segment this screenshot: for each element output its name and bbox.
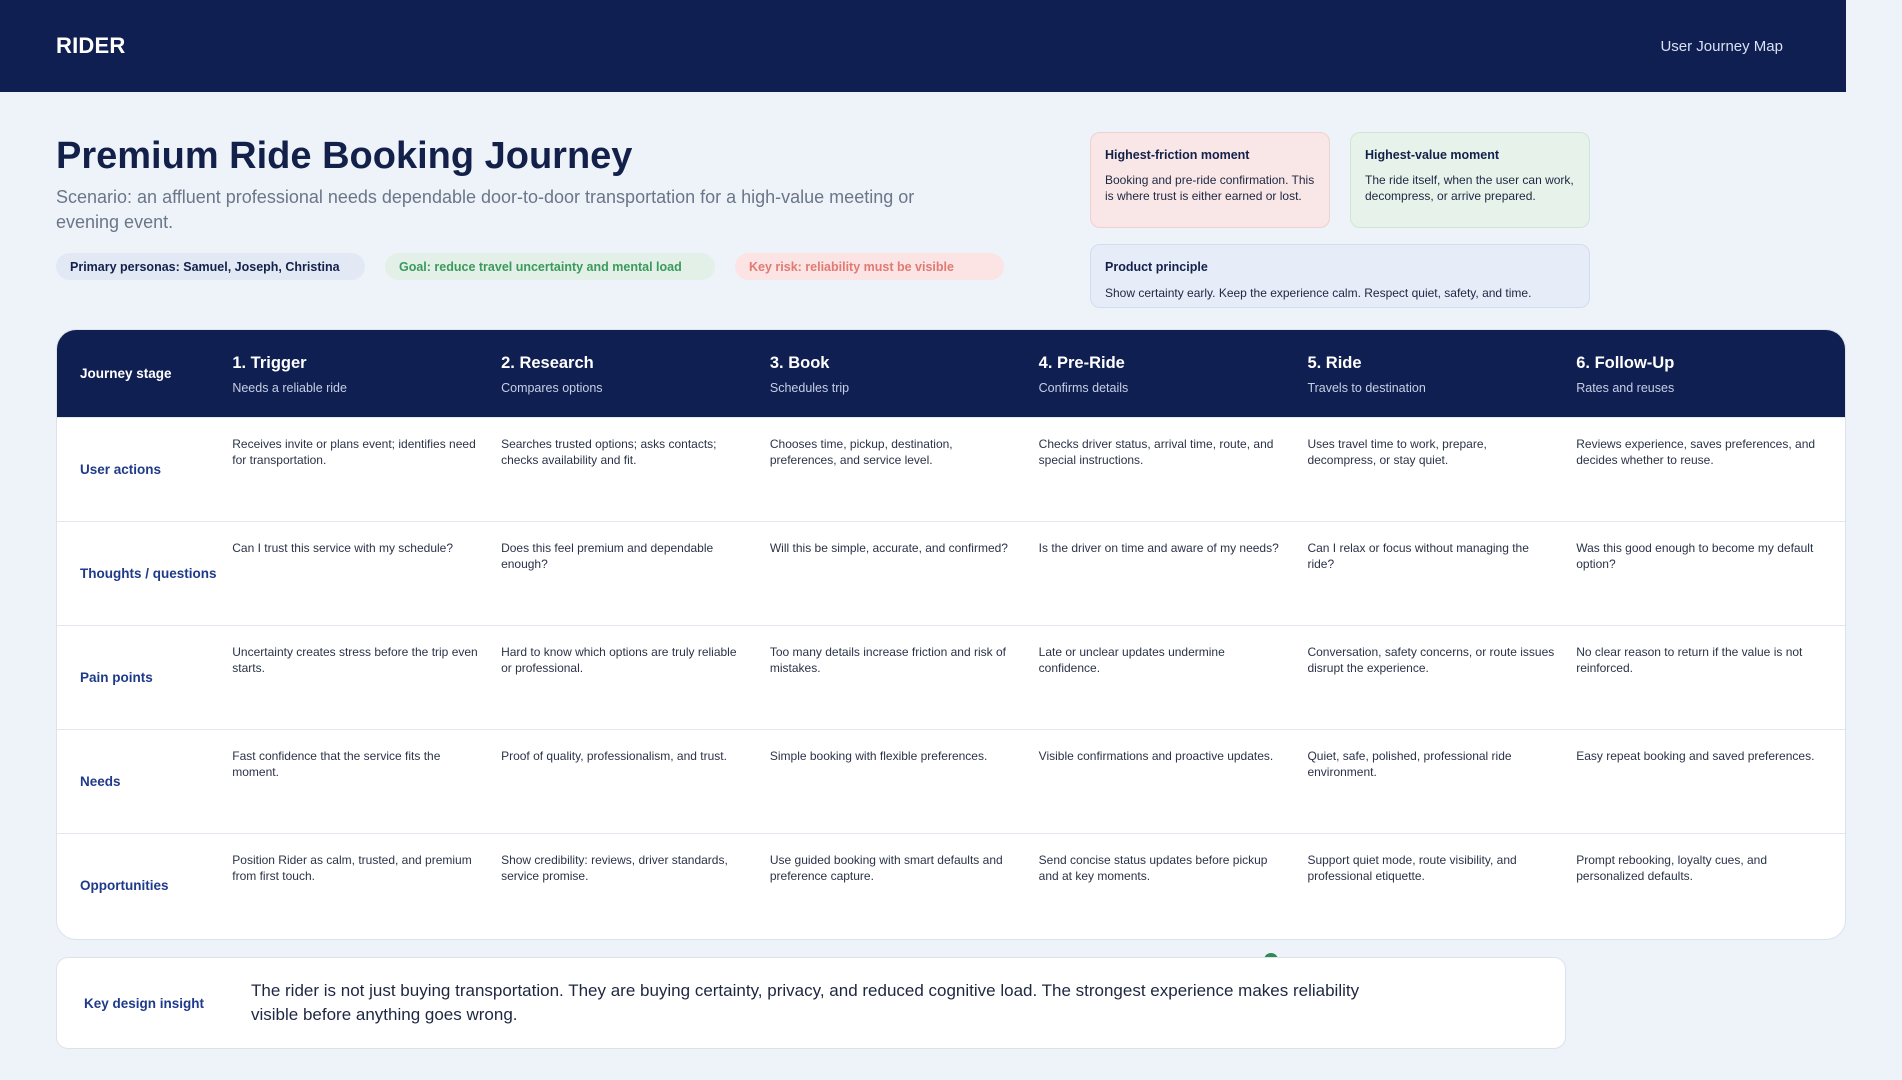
table-cell: No clear reason to return if the value is not reinforced. (1576, 645, 1803, 675)
stage-book (770, 330, 1039, 417)
brand-logo[interactable]: RIDER (56, 33, 126, 58)
table-cell: Hard to know which options are truly reliable or professional. (501, 645, 737, 675)
insight-label: Key design insight (84, 995, 205, 1011)
table-cell: Position Rider as calm, trusted, and premium from first touch. (232, 853, 472, 883)
stage-research (501, 330, 770, 417)
table-cell: Proof of quality, professionalism, and trust. (501, 749, 727, 763)
table-cell: Quiet, safe, polished, professional ride environment. (1307, 749, 1512, 779)
table-cell: Conversation, safety concerns, or route issues disrupt the experience. (1307, 645, 1555, 675)
table-cell: Reviews experience, saves preferences, and decides whether to reuse. (1576, 437, 1816, 467)
row-label: User actions (80, 461, 162, 477)
table-cell: Fast confidence that the service fits the moment. (232, 749, 441, 779)
journey-stage-label: Journey stage (80, 366, 172, 381)
chip-row (56, 253, 1004, 280)
row-pain-points (57, 625, 1845, 729)
row-user-actions (57, 417, 1845, 521)
table-cell: Simple booking with flexible preferences. (769, 749, 988, 763)
table-cell: Use guided booking with smart defaults and preference capture. (769, 853, 1003, 883)
top-bar (0, 0, 1846, 92)
stage-name: 2. Research (501, 354, 594, 372)
friction-callout-body: Booking and pre-ride confirmation. This is where trust is either earned or lost. (1105, 173, 1315, 203)
stage-name: 1. Trigger (232, 354, 307, 372)
insight-text: The rider is not just buying transportation. They are buying certainty, privacy, and reduced cognitive load. The strongest experience makes reliability visible before anything goes wrong. (251, 981, 1360, 1024)
table-cell: Checks driver status, arrival time, route, and special instructions. (1038, 437, 1274, 467)
scenario-text: Scenario: an affluent professional needs dependable door-to-door transportation for a high-value meeting or evening event. (56, 187, 915, 232)
table-cell: Support quiet mode, route visibility, and professional etiquette. (1307, 853, 1517, 883)
journey-map-table (56, 329, 1846, 940)
value-callout-title: Highest-value moment (1365, 148, 1500, 162)
stage-subtitle: Compares options (501, 381, 603, 395)
value-callout (1350, 132, 1590, 228)
table-cell: Easy repeat booking and saved preferences. (1576, 749, 1815, 763)
row-label: Opportunities (80, 877, 169, 893)
row-opportunities (57, 833, 1845, 937)
table-cell: Uses travel time to work, prepare, decompress, or stay quiet. (1307, 437, 1487, 467)
risk-chip: Key risk: reliability must be visible (735, 253, 1004, 280)
value-callout-body: The ride itself, when the user can work, decompress, or arrive prepared. (1365, 173, 1574, 203)
stage-subtitle: Schedules trip (769, 381, 850, 395)
table-cell: Visible confirmations and proactive updates. (1038, 749, 1274, 763)
principle-callout (1090, 244, 1590, 308)
table-cell: Show credibility: reviews, driver standards, service promise. (501, 853, 728, 883)
stage-ride (1307, 330, 1576, 417)
table-cell: Chooses time, pickup, destination, preferences, and service level. (769, 437, 953, 467)
table-cell: Late or unclear updates undermine confidence. (1038, 645, 1225, 675)
page-title: Premium Ride Booking Journey (56, 135, 633, 177)
table-cell: Was this good enough to become my default option? (1576, 541, 1814, 571)
table-cell: Is the driver on time and aware of my needs? (1038, 541, 1279, 555)
row-thoughts-questions (57, 521, 1845, 625)
stage-subtitle: Travels to destination (1307, 381, 1426, 395)
stage-subtitle: Rates and reuses (1576, 381, 1675, 395)
stage-name: 6. Follow-Up (1576, 354, 1675, 372)
table-cell: Can I relax or focus without managing the ride? (1307, 541, 1529, 571)
personas-chip: Primary personas: Samuel, Joseph, Christina (56, 253, 365, 280)
journey-header-row (57, 330, 1845, 417)
stage-pre-ride (1039, 330, 1308, 417)
row-label: Pain points (80, 669, 153, 685)
stage-follow-up (1576, 330, 1845, 417)
nav-user-journey-map[interactable]: User Journey Map (1660, 37, 1783, 55)
table-cell: Too many details increase friction and risk of mistakes. (769, 645, 1006, 675)
table-cell: Prompt rebooking, loyalty cues, and personalized defaults. (1576, 853, 1768, 883)
table-cell: Does this feel premium and dependable enough? (501, 541, 714, 571)
table-cell: Uncertainty creates stress before the trip even starts. (232, 645, 478, 675)
table-cell: Can I trust this service with my schedule? (232, 541, 454, 555)
row-label: Thoughts / questions (80, 565, 217, 581)
table-cell: Receives invite or plans event; identifies need for transportation. (232, 437, 476, 467)
row-needs (57, 729, 1845, 833)
friction-callout-title: Highest-friction moment (1105, 148, 1250, 162)
table-cell: Will this be simple, accurate, and confirmed? (769, 541, 1008, 555)
stage-name: 3. Book (769, 354, 830, 372)
goal-chip: Goal: reduce travel uncertainty and mental load (385, 253, 715, 280)
key-design-insight-card (56, 957, 1566, 1049)
row-label: Needs (80, 773, 121, 789)
stage-name: 4. Pre-Ride (1038, 354, 1125, 372)
stage-subtitle: Confirms details (1038, 381, 1129, 395)
stage-subtitle: Needs a reliable ride (232, 381, 347, 395)
principle-callout-title: Product principle (1105, 260, 1208, 274)
stage-trigger (232, 330, 501, 417)
friction-callout (1090, 132, 1330, 228)
table-cell: Send concise status updates before pickup and at key moments. (1038, 853, 1268, 883)
principle-callout-body: Show certainty early. Keep the experience calm. Respect quiet, safety, and time. (1105, 286, 1532, 300)
stage-name: 5. Ride (1307, 354, 1362, 372)
table-cell: Searches trusted options; asks contacts; checks availability and fit. (501, 437, 717, 467)
